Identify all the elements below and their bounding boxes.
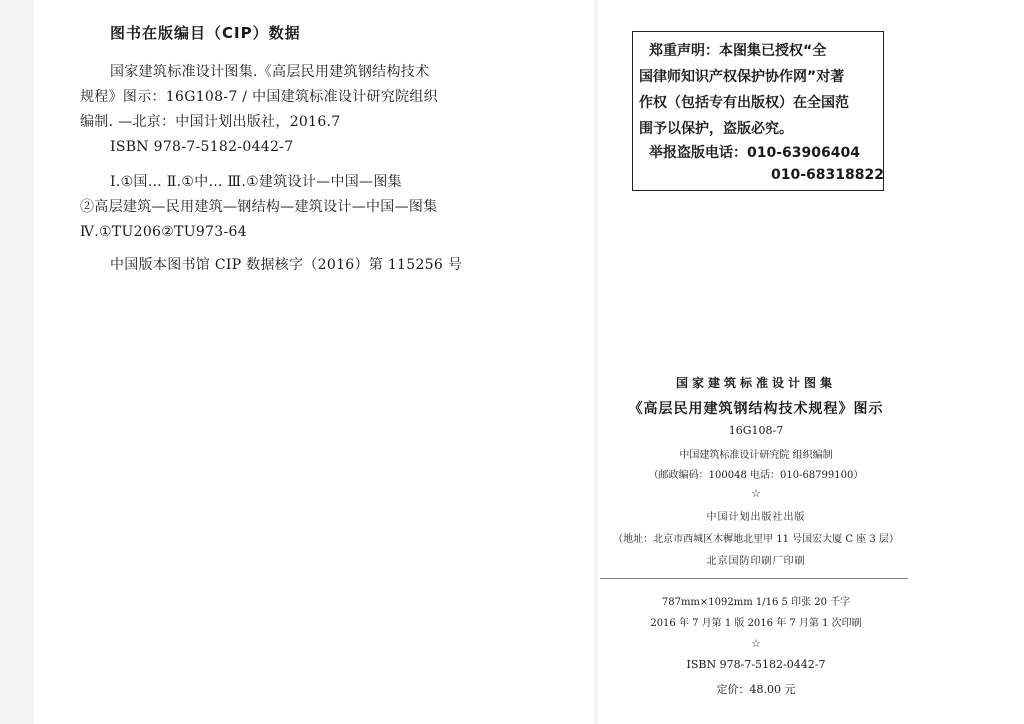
notice-line-1: 郑重声明：本图集已授权“全 xyxy=(649,43,827,59)
colophon-editor-contact: （邮政编码：100048 电话：010-68799100） xyxy=(648,470,864,481)
cip-record-number: 中国版本图书馆 CIP 数据核字（2016）第 115256 号 xyxy=(110,257,463,273)
colophon-series: 国家建筑标准设计图集 xyxy=(675,376,836,390)
star-icon: ☆ xyxy=(751,637,761,650)
cip-line-isbn: ISBN 978-7-5182-0442-7 xyxy=(110,139,294,155)
colophon-isbn: ISBN 978-7-5182-0442-7 xyxy=(686,658,826,671)
notice-hotline-2: 010-68318822 xyxy=(771,167,884,183)
notice-line-3: 作权（包括专有出版权）在全国范 xyxy=(639,95,849,111)
notice-hotline-1: 举报盗版电话：010-63906404 xyxy=(649,145,860,161)
cip-line-3: 编制. —北京：中国计划出版社，2016.7 xyxy=(80,114,341,130)
colophon-edition: 2016 年 7 月第 1 版 2016 年 7 月第 1 次印刷 xyxy=(650,618,862,629)
colophon-code: 16G108-7 xyxy=(728,424,784,437)
notice-line-2: 国律师知识产权保护协作网”对著 xyxy=(639,69,845,85)
colophon-price: 定价：48.00 元 xyxy=(716,683,796,696)
star-icon: ☆ xyxy=(751,487,761,500)
copyright-notice-box xyxy=(632,31,884,191)
colophon-address: （地址：北京市西城区木樨地北里甲 11 号国宏大厦 C 座 3 层） xyxy=(613,534,899,545)
cip-line-classification-3: Ⅳ.①TU206②TU973-64 xyxy=(80,224,247,240)
notice-line-4: 围予以保护，盗版必究。 xyxy=(639,121,793,137)
cip-heading: 图书在版编目（CIP）数据 xyxy=(110,24,301,42)
cip-line-classification-2: ②高层建筑—民用建筑—钢结构—建筑设计—中国—图集 xyxy=(80,199,438,215)
colophon-editor: 中国建筑标准设计研究院 组织编制 xyxy=(679,450,833,461)
colophon-title: 《高层民用建筑钢结构技术规程》图示 xyxy=(628,401,884,417)
colophon-format: 787mm×1092mm 1/16 5 印张 20 千字 xyxy=(661,597,851,608)
cip-line-2: 规程》图示：16G108-7 / 中国建筑标准设计研究院组织 xyxy=(80,89,438,105)
colophon-divider xyxy=(600,578,908,579)
cip-line-classification-1: Ⅰ.①国… Ⅱ.①中… Ⅲ.①建筑设计—中国—图集 xyxy=(110,174,402,190)
left-page xyxy=(34,0,594,724)
colophon-printer: 北京国防印刷厂印刷 xyxy=(706,556,806,567)
colophon-publisher: 中国计划出版社出版 xyxy=(706,512,806,523)
cip-line-1: 国家建筑标准设计图集.《高层民用建筑钢结构技术 xyxy=(110,64,430,80)
